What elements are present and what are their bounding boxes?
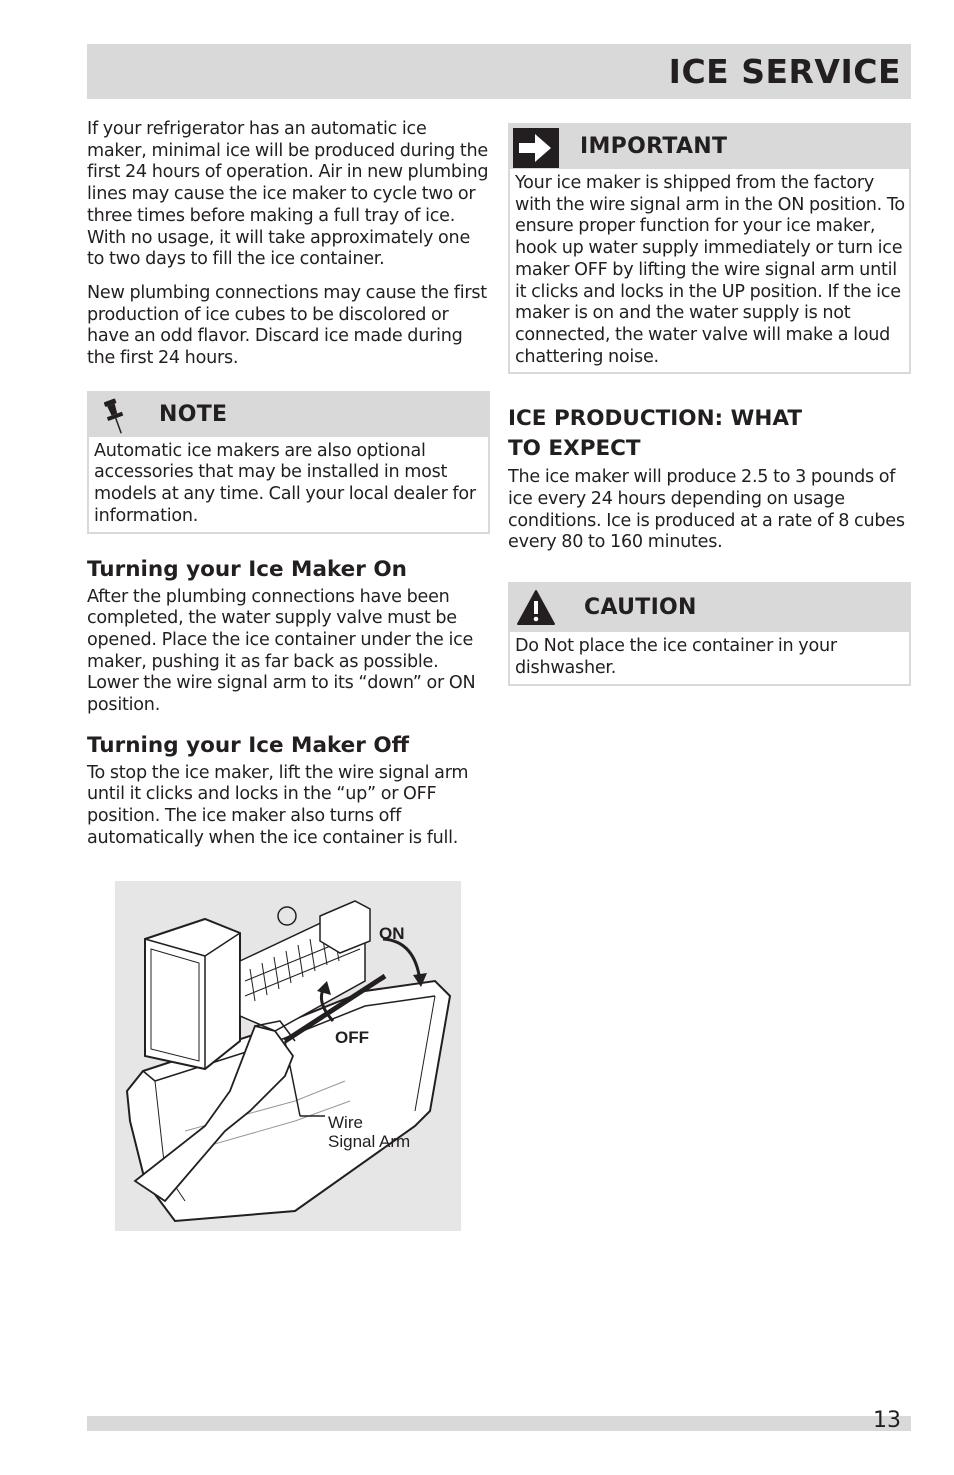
important-box [508,123,911,374]
production-text: The ice maker will produce 2.5 to 3 pounds of ice every 24 hours depending on usage conditions. Ice is produced at a rate of 8 cubes every 80 to 160 minutes. [508,467,905,553]
note-text: Automatic ice makers are also optional accessories that may be installed in most models at any time. Call your local dealer for information. [94,440,476,526]
note-title: NOTE [159,401,228,427]
header-bar [87,44,911,99]
ice-maker-illustration [115,881,461,1231]
label-off: OFF [335,1028,369,1047]
important-text: Your ice maker is shipped from the factory with the wire signal arm in the ON position. To ensure proper function for your ice maker, hook up water supply immediately or turn ice maker OFF by lifting the wire signal arm until it clicks and locks in the UP position. If the ice maker is on and the water supply is not connected, the water valve will make a loud chattering noise. [515,173,905,367]
caution-title: CAUTION [584,595,697,621]
page-number: 13 [873,1408,901,1433]
pushpin-icon [101,396,131,436]
ice-maker-drawing [115,881,461,1231]
label-wire-1: Wire [328,1113,363,1132]
right-column [508,123,911,686]
note-box [87,391,490,534]
turn-on-heading: Turning your Ice Maker On [87,556,407,582]
caution-box [508,582,911,685]
important-title: IMPORTANT [580,134,728,159]
label-wire-2: Signal Arm [328,1132,411,1151]
intro-paragraph-1: If your refrigerator has an automatic ice maker, minimal ice will be produced during the first 24 hours of operation. Air in new plumbing lines may cause the ice maker to cycle two or three times before making a full tray of ice. With no usage, it will take approximately one to two days to fill the ice container. [87,119,489,270]
label-on: ON [379,924,405,943]
turn-off-text: To stop the ice maker, lift the wire signal arm until it clicks and locks in the “up” or OFF position. The ice maker also turns off automatically when the ice container is full. [87,762,469,848]
turn-on-text: After the plumbing connections have been completed, the water supply valve must be opened. Place the ice container under the ice maker, pushing it as far back as possible. Lower the wire signal arm to its “down” or ON position. [87,586,476,716]
important-header [510,125,909,169]
arrow-right-icon [513,128,559,168]
intro-paragraph-2: New plumbing connections may cause the first production of ice cubes to be discolored or have an odd flavor. Discard ice made during the first 24 hours. [87,282,487,369]
note-header [89,393,488,437]
footer-bar [87,1416,911,1431]
left-column [87,119,490,862]
production-heading-1: ICE PRODUCTION: WHAT [508,406,802,432]
caution-header [510,584,909,632]
caution-text: Do Not place the ice container in your dishwasher. [515,636,837,678]
production-heading-2: TO EXPECT [508,436,641,462]
page-title: ICE SERVICE [668,52,901,91]
turn-off-heading: Turning your Ice Maker Off [87,732,410,758]
warning-icon [516,589,556,627]
